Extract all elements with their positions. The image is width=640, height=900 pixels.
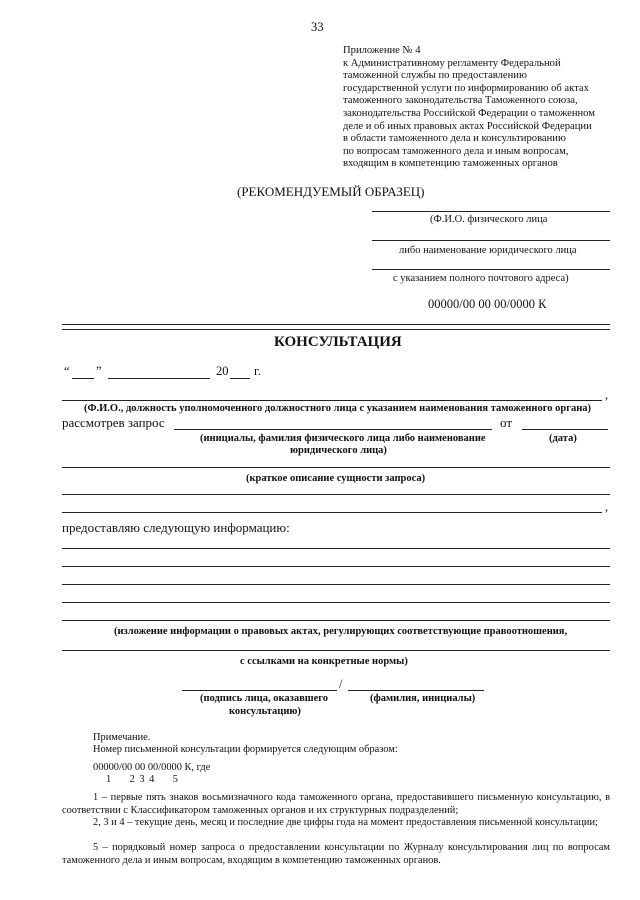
- info-line-5: [62, 620, 610, 621]
- note-title: Примечание.: [93, 732, 151, 743]
- appendix-line: законодательства Российской Федерации о таможенном: [343, 107, 595, 119]
- official-caption: (Ф.И.О., должность уполномоченного должностного лица с указанием наименования таможенного органа): [84, 403, 592, 414]
- note-item-3: 5 – порядковый номер запроса о предоставлении консультации по Журналу консультирования лиц по вопросам таможенного дела и иным вопросам, входящим в компетенцию таможенных органов.: [62, 842, 610, 866]
- separator-line-1: [62, 324, 610, 325]
- addressee-line-3: [372, 269, 610, 270]
- request-date-caption: (дата): [549, 433, 577, 444]
- appendix-lines: [343, 58, 613, 171]
- document-title: КОНСУЛЬТАЦИЯ: [274, 334, 402, 350]
- addressee-line-2: [372, 240, 610, 241]
- appendix-line: по вопросам таможенного дела и иным вопросам,: [343, 145, 569, 157]
- appendix-line: деле и об иных правовых актах Российской Федерации: [343, 120, 592, 132]
- note-format: 00000/00 00 00/0000 К, где: [93, 762, 211, 773]
- date-year-line: [230, 378, 250, 379]
- official-comma: ,: [605, 388, 609, 402]
- info-caption-1: (изложение информации о правовых актах, регулирующих соответствующие правоотношения,: [114, 626, 568, 637]
- appendix-line: в области таможенного дела и консультированию: [343, 133, 566, 145]
- page-number: 33: [311, 20, 324, 34]
- summary-comma: ,: [605, 500, 609, 514]
- appendix-block: [343, 45, 613, 171]
- name-caption: (фамилия, инициалы): [370, 693, 476, 704]
- request-date-line: [522, 429, 608, 430]
- info-line-3: [62, 584, 610, 585]
- summary-line-1: [62, 467, 610, 468]
- note-digits: 1 2 3 4 5: [106, 774, 178, 785]
- appendix-title: Приложение № 4: [343, 45, 421, 56]
- official-line: [62, 400, 602, 401]
- sample-header: (РЕКОМЕНДУЕМЫЙ ОБРАЗЕЦ): [237, 184, 425, 199]
- signature-slash: /: [339, 677, 343, 691]
- provide-label: предоставляю следующую информацию:: [62, 520, 290, 535]
- addressee-fio-caption: (Ф.И.О. физического лица: [430, 214, 548, 225]
- date-day-line: [72, 378, 94, 379]
- signature-line: [182, 690, 337, 691]
- info-caption-2: с ссылками на конкретные нормы): [240, 656, 408, 667]
- info-line-2: [62, 566, 610, 567]
- addressee-address-caption: с указанием полного почтового адреса): [393, 273, 569, 284]
- addressee-legal-caption: либо наименование юридического лица: [399, 245, 577, 256]
- summary-line-3: [62, 512, 602, 513]
- request-line: [174, 429, 492, 430]
- request-from: от: [500, 415, 513, 430]
- appendix-line: к Административному регламенту Федеральной: [343, 57, 561, 69]
- summary-line-2: [62, 494, 610, 495]
- addressee-line-1: [372, 211, 610, 212]
- appendix-line: таможенного законодательства Таможенного союза,: [343, 95, 578, 107]
- request-label: рассмотрев запрос: [62, 415, 165, 430]
- date-quote-close: ”: [96, 364, 102, 378]
- name-line: [348, 690, 484, 691]
- consultation-number: 00000/00 00 00/0000 К: [428, 297, 547, 311]
- info-line-1: [62, 548, 610, 549]
- request-caption-1: (инициалы, фамилия физического лица либо наименование: [200, 433, 486, 444]
- request-caption-2: юридического лица): [290, 445, 387, 456]
- info-line-6: [62, 650, 610, 651]
- date-year-suffix: г.: [254, 364, 261, 378]
- note-item-1: 1 – первые пять знаков восьмизначного кода таможенного органа, предоставившего письменную консультацию, в соответствии с Классификатором таможенных органов и их структурных подразделений;: [62, 792, 610, 816]
- date-year-prefix: 20: [216, 364, 229, 378]
- date-quote-open: “: [64, 364, 70, 378]
- signature-caption-1: (подпись лица, оказавшего: [200, 693, 329, 704]
- appendix-line: таможенной службы по предоставлению: [343, 70, 527, 82]
- summary-caption: (краткое описание сущности запроса): [246, 473, 426, 484]
- appendix-line: государственной услуги по информированию об актах: [343, 82, 589, 94]
- date-month-line: [108, 378, 210, 379]
- note-item-2: 2, 3 и 4 – текущие день, месяц и последние две цифры года на момент предоставления письменной консультации;: [93, 817, 598, 828]
- signature-caption-2: консультацию): [229, 706, 301, 717]
- separator-line-2: [62, 329, 610, 330]
- appendix-line: входящим в компетенцию таможенных органов: [343, 158, 558, 170]
- info-line-4: [62, 602, 610, 603]
- note-intro: Номер письменной консультации формируется следующим образом:: [93, 744, 398, 755]
